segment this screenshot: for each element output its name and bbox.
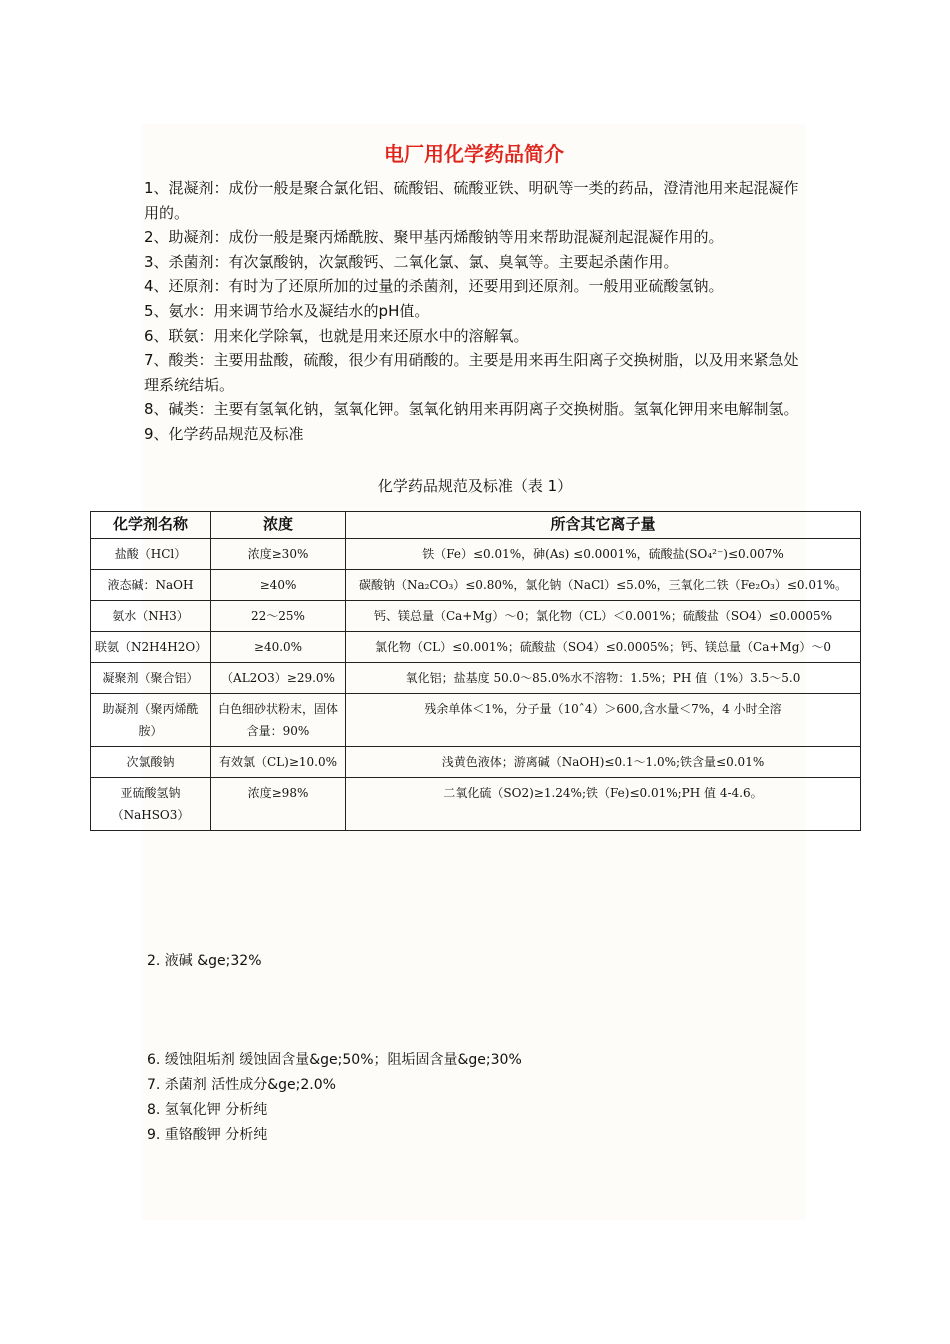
table-row <box>91 747 861 778</box>
header-concentration: 浓度 <box>211 512 346 539</box>
paragraph-alkalis: 8、碱类：主要有氢氧化钠，氢氧化钾。氢氧化钠用来再阴离子交换树脂。氢氧化钾用来电解制氢。 <box>144 400 799 419</box>
cell-name: 盐酸（HCl） <box>91 539 211 570</box>
paragraph-reducer: 4、还原剂：有时为了还原所加的过量的杀菌剂，还要用到还原剂。一般用亚硫酸氢钠。 <box>144 277 724 296</box>
cell-ions: 残余单体＜1%，分子量（10ˆ4）＞600,含水量＜7%，4 小时全溶 <box>346 694 861 747</box>
cell-ions: 氧化铝；盐基度 50.0～85.0%水不溶物：1.5%；PH 值（1%）3.5～5.0 <box>346 663 861 694</box>
paragraph-acids: 7、酸类：主要用盐酸，硫酸，很少有用硝酸的。主要是用来再生阳离子交换树脂，以及用来紧急处理系统结垢。 <box>144 351 799 394</box>
paragraph-coagulant: 1、混凝剂：成份一般是聚合氯化铝、硫酸铝、硫酸亚铁、明矾等一类的药品，澄清池用来起混凝作用的。 <box>144 179 799 222</box>
bottom-line-koh: 8. 氢氧化钾 分析纯 <box>147 1102 268 1118</box>
paragraph-standards: 9、化学药品规范及标准 <box>144 424 304 443</box>
paragraph-ammonia: 5、氨水：用来调节给水及凝结水的pH值。 <box>144 301 430 320</box>
table-row <box>91 778 861 831</box>
cell-name: 亚硫酸氢钠（NaHSO3） <box>91 778 211 831</box>
paragraph-bactericide: 3、杀菌剂：有次氯酸钠，次氯酸钙、二氧化氯、氯、臭氧等。主要起杀菌作用。 <box>144 252 679 271</box>
cell-ions: 氯化物（CL）≤0.001%；硫酸盐（SO4）≤0.0005%；钙、镁总量（Ca+Mg）～0 <box>346 632 861 663</box>
cell-name: 助凝剂（聚丙烯酰胺） <box>91 694 211 747</box>
page-title: 电厂用化学药品简介 <box>384 142 564 166</box>
cell-ions: 铁（Fe）≤0.01%，砷(As) ≤0.0001%，硫酸盐(SO₄²⁻)≤0.007% <box>346 539 861 570</box>
bottom-line-dichromate: 9. 重铬酸钾 分析纯 <box>147 1127 268 1143</box>
cell-concentration: 浓度≥98% <box>211 778 346 831</box>
cell-ions: 碳酸钠（Na₂CO₃）≤0.80%，氯化钠（NaCl）≤5.0%，三氧化二铁（Fe₂O₃）≤0.01%。 <box>346 570 861 601</box>
header-chemical-name: 化学剂名称 <box>91 512 211 539</box>
cell-name: 氨水（NH3） <box>91 601 211 632</box>
table-header-row <box>91 512 861 539</box>
cell-concentration: ≥40.0% <box>211 632 346 663</box>
table-row <box>91 539 861 570</box>
table-row <box>91 570 861 601</box>
table-row <box>91 663 861 694</box>
cell-concentration: 浓度≥30% <box>211 539 346 570</box>
cell-ions: 钙、镁总量（Ca+Mg）～0；氯化物（CL）＜0.001%；硫酸盐（SO4）≤0.0005% <box>346 601 861 632</box>
table-row <box>91 632 861 663</box>
cell-concentration: 22～25% <box>211 601 346 632</box>
table-row <box>91 694 861 747</box>
bottom-line-inhibitor: 6. 缓蚀阻垢剂 缓蚀固含量&ge;50%；阻垢固含量&ge;30% <box>147 1052 522 1068</box>
cell-concentration: ≥40% <box>211 570 346 601</box>
cell-concentration: 有效氯（CL)≥10.0% <box>211 747 346 778</box>
paragraph-hydrazine: 6、联氨：用来化学除氧，也就是用来还原水中的溶解氧。 <box>144 326 529 345</box>
header-other-ions: 所含其它离子量 <box>346 512 861 539</box>
cell-concentration: 白色细砂状粉末，固体含量：90% <box>211 694 346 747</box>
bottom-line-bactericide: 7. 杀菌剂 活性成分&ge;2.0% <box>147 1077 336 1093</box>
table-caption: 化学药品规范及标准（表 1） <box>377 477 573 495</box>
table-row <box>91 601 861 632</box>
bottom-line-caustic: 2. 液碱 &ge;32% <box>147 953 262 969</box>
paragraph-coagulant-aid: 2、助凝剂：成份一般是聚丙烯酰胺、聚甲基丙烯酸钠等用来帮助混凝剂起混凝作用的。 <box>144 228 724 247</box>
cell-name: 次氯酸钠 <box>91 747 211 778</box>
cell-ions: 二氧化硫（SO2)≥1.24%;铁（Fe)≤0.01%;PH 值 4-4.6。 <box>346 778 861 831</box>
cell-concentration: （AL2O3）≥29.0% <box>211 663 346 694</box>
cell-name: 凝聚剂（聚合铝） <box>91 663 211 694</box>
intro-text <box>144 176 808 447</box>
cell-name: 液态碱：NaOH <box>91 570 211 601</box>
cell-name: 联氨（N2H4H2O） <box>91 632 211 663</box>
cell-ions: 浅黄色液体；游离碱（NaOH)≤0.1～1.0%;铁含量≤0.01% <box>346 747 861 778</box>
chemical-spec-table <box>90 511 861 831</box>
